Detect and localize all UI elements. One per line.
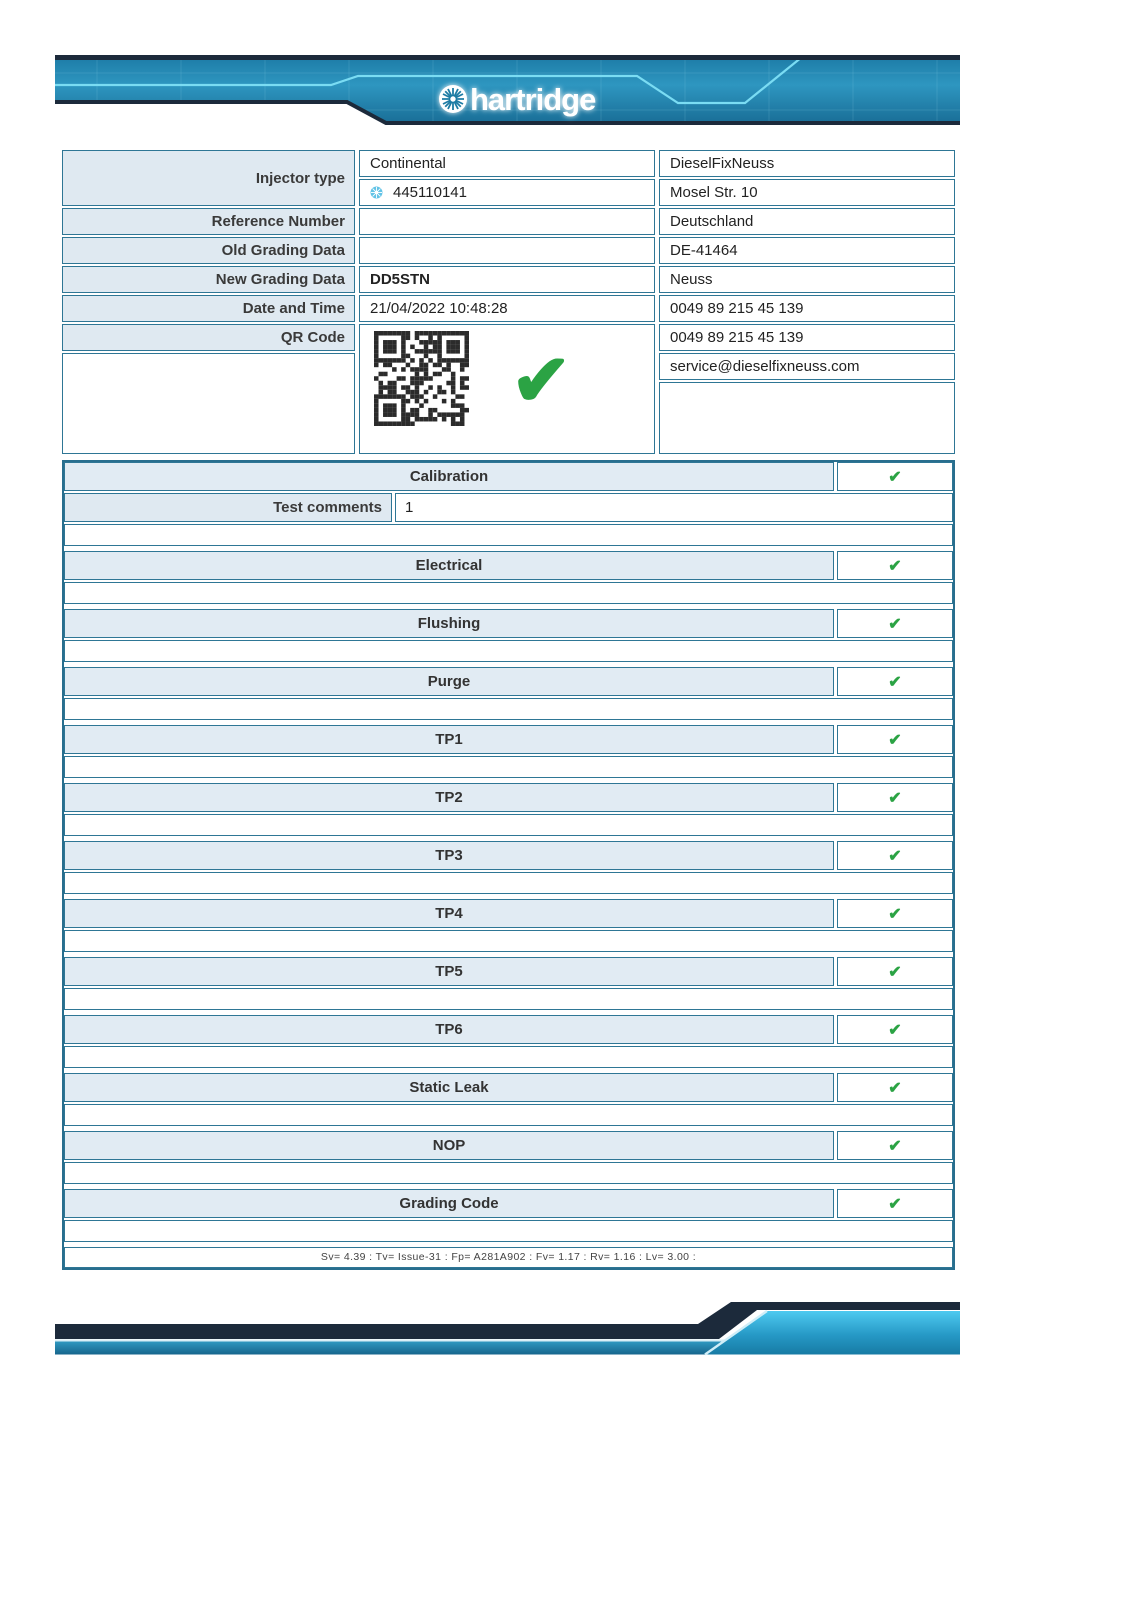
section-status-cell — [837, 462, 953, 491]
section-title: Purge — [64, 667, 834, 696]
workshop-country: Deutschland — [659, 208, 955, 235]
section-status-cell — [837, 1073, 953, 1102]
section-title: TP3 — [64, 841, 834, 870]
test-comments-value: 1 — [395, 493, 953, 522]
section-title: TP6 — [64, 1015, 834, 1044]
workshop-name: DieselFixNeuss — [659, 150, 955, 177]
section-title: Flushing — [64, 609, 834, 638]
injector-number-cell — [359, 179, 655, 206]
spacer-row — [64, 930, 953, 952]
wheel-icon — [370, 186, 383, 199]
test-section-flushing — [64, 609, 953, 638]
spacer-row — [64, 582, 953, 604]
date-time-value: 21/04/2022 10:48:28 — [359, 295, 655, 322]
section-title: TP1 — [64, 725, 834, 754]
section-title: Grading Code — [64, 1189, 834, 1218]
test-section-calibration — [64, 462, 953, 491]
pass-check-icon: ✔ — [888, 673, 902, 691]
injector-make-value: Continental — [359, 150, 655, 177]
old-grading-label: Old Grading Data — [62, 237, 355, 264]
pass-check-icon: ✔ — [888, 1137, 902, 1155]
spacer-row — [64, 1220, 953, 1242]
section-status-cell — [837, 1189, 953, 1218]
pass-check-icon: ✔ — [888, 731, 902, 749]
footer-banner — [55, 1300, 960, 1362]
brand-logo-text: hartridge — [470, 82, 596, 117]
injector-type-label: Injector type — [62, 150, 355, 206]
date-time-label: Date and Time — [62, 295, 355, 322]
test-section-tp6 — [64, 1015, 953, 1044]
section-status-cell — [837, 609, 953, 638]
banner-top-strip — [55, 55, 960, 60]
injector-info-table — [62, 150, 955, 454]
injector-number-value: 445110141 — [393, 184, 467, 201]
spacer-row — [64, 872, 953, 894]
section-title: Static Leak — [64, 1073, 834, 1102]
test-section-tp2 — [64, 783, 953, 812]
wheel-icon — [439, 85, 467, 113]
reference-number-label: Reference Number — [62, 208, 355, 235]
new-grading-value: DD5STN — [359, 266, 655, 293]
workshop-postcode: DE-41464 — [659, 237, 955, 264]
qr-code-image — [374, 331, 469, 426]
section-title: Calibration — [64, 462, 834, 491]
test-results-table — [62, 460, 955, 1270]
spacer-row — [64, 698, 953, 720]
pass-check-icon: ✔ — [888, 905, 902, 923]
pass-check-icon: ✔ — [888, 1021, 902, 1039]
test-section-nop — [64, 1131, 953, 1160]
empty-cell — [62, 353, 355, 454]
workshop-phone-2: 0049 89 215 45 139 — [659, 324, 955, 351]
spacer-row — [64, 1162, 953, 1184]
test-comments-row — [64, 493, 953, 522]
version-info-text: Sv= 4.39 : Tv= Issue-31 : Fp= A281A902 : Fv= 1.17 : Rv= 1.16 : Lv= 3.00 : — [320, 1251, 697, 1263]
pass-check-icon: ✔ — [888, 557, 902, 575]
spacer-row — [64, 1104, 953, 1126]
pass-check-icon: ✔ — [888, 963, 902, 981]
section-title: TP4 — [64, 899, 834, 928]
section-title: TP2 — [64, 783, 834, 812]
pass-check-icon: ✔ — [888, 789, 902, 807]
spacer-row — [64, 814, 953, 836]
section-title: NOP — [64, 1131, 834, 1160]
test-section-grading-code — [64, 1189, 953, 1218]
section-title: Electrical — [64, 551, 834, 580]
test-section-tp1 — [64, 725, 953, 754]
test-section-static-leak — [64, 1073, 953, 1102]
pass-check-icon: ✔ — [888, 468, 902, 486]
spacer-row — [64, 1046, 953, 1068]
pass-check-icon: ✔ — [888, 1079, 902, 1097]
pass-check-icon: ✔ — [888, 1195, 902, 1213]
test-comments-label: Test comments — [64, 493, 392, 522]
new-grading-label: New Grading Data — [62, 266, 355, 293]
section-status-cell — [837, 783, 953, 812]
test-section-tp3 — [64, 841, 953, 870]
qr-verified-check-icon: ✔ — [511, 341, 572, 421]
version-info-row — [64, 1247, 953, 1268]
spacer-row — [64, 756, 953, 778]
test-section-tp5 — [64, 957, 953, 986]
section-status-cell — [837, 667, 953, 696]
workshop-street: Mosel Str. 10 — [659, 179, 955, 206]
test-section-electrical — [64, 551, 953, 580]
pass-check-icon: ✔ — [888, 847, 902, 865]
empty-cell — [659, 382, 955, 454]
old-grading-value — [359, 237, 655, 264]
section-status-cell — [837, 551, 953, 580]
reference-number-value — [359, 208, 655, 235]
section-status-cell — [837, 957, 953, 986]
spacer-row — [64, 988, 953, 1010]
test-section-tp4 — [64, 899, 953, 928]
test-section-purge — [64, 667, 953, 696]
workshop-email: service@dieselfixneuss.com — [659, 353, 955, 380]
spacer-row — [64, 640, 953, 662]
section-status-cell — [837, 725, 953, 754]
section-status-cell — [837, 841, 953, 870]
pass-check-icon: ✔ — [888, 615, 902, 633]
spacer-row — [64, 524, 953, 546]
qr-code-label: QR Code — [62, 324, 355, 351]
workshop-city: Neuss — [659, 266, 955, 293]
section-title: TP5 — [64, 957, 834, 986]
workshop-phone-1: 0049 89 215 45 139 — [659, 295, 955, 322]
header-banner — [55, 55, 960, 129]
section-status-cell — [837, 1015, 953, 1044]
section-status-cell — [837, 899, 953, 928]
section-status-cell — [837, 1131, 953, 1160]
qr-code-cell — [359, 324, 655, 454]
